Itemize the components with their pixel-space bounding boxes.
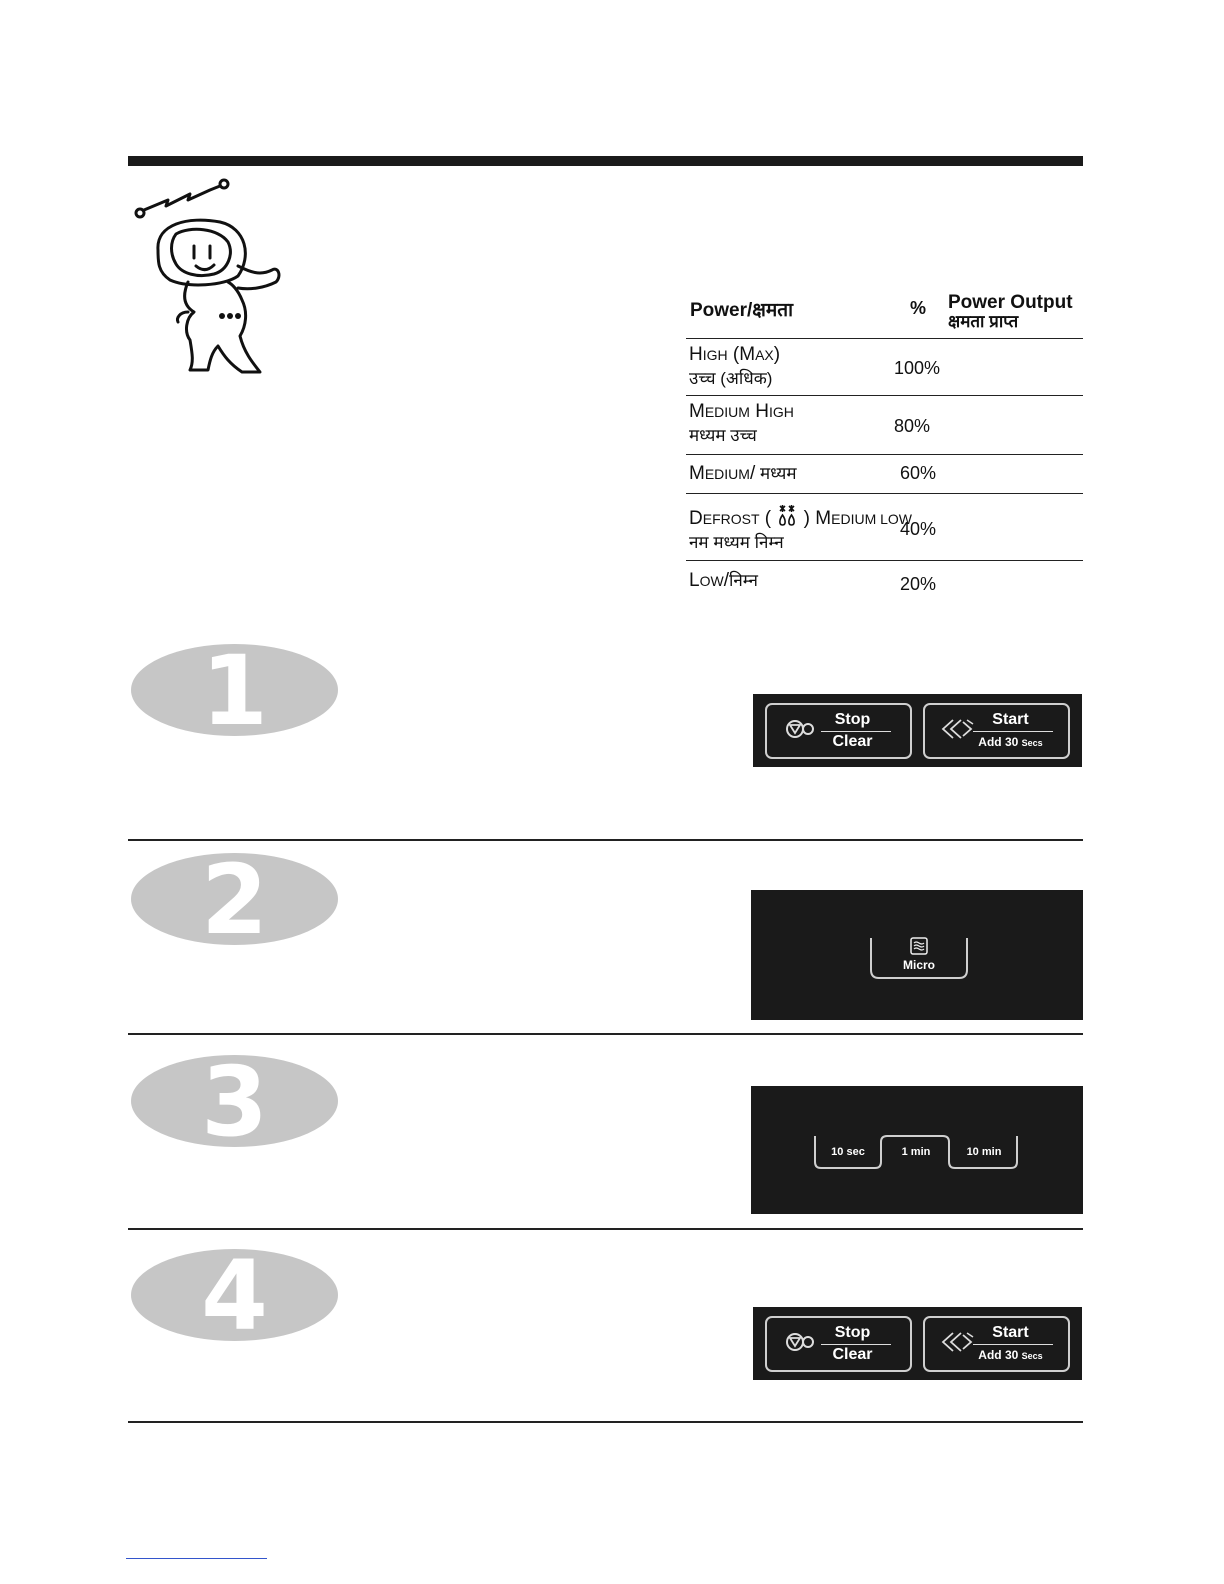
start-label: Start bbox=[992, 711, 1029, 728]
header-output-hi: क्षमता प्राप्त bbox=[948, 312, 1019, 331]
power-name-hindi: उच्च (अधिक) bbox=[689, 369, 773, 388]
clear-label: Clear bbox=[832, 733, 873, 750]
button-divider bbox=[973, 1344, 1053, 1345]
power-name-hindi: नम मध्यम निम्न bbox=[689, 533, 784, 552]
start-button[interactable] bbox=[923, 703, 1070, 759]
name-sc: EFROST bbox=[702, 511, 760, 527]
step-1-marker bbox=[131, 644, 338, 736]
header-output-en: Power Output bbox=[948, 292, 1073, 313]
power-row-medium-high bbox=[686, 396, 1083, 455]
name-cap: M bbox=[689, 463, 705, 484]
name-end: ) bbox=[773, 344, 781, 365]
add-unit: Secs bbox=[1021, 738, 1043, 748]
power-percent: 80% bbox=[894, 416, 931, 436]
control-panel-step-2 bbox=[751, 890, 1083, 1020]
name-cap: M bbox=[689, 401, 705, 422]
name-sc2: IGH bbox=[768, 404, 794, 420]
name-cap2: (M bbox=[727, 344, 756, 365]
defrost-icon bbox=[776, 504, 798, 528]
name-sc: IGH bbox=[702, 347, 728, 363]
name-end: ) M bbox=[798, 508, 832, 529]
step-4-number: 4 bbox=[201, 1249, 268, 1341]
stop-clear-button[interactable] bbox=[765, 1316, 912, 1372]
add-30-label bbox=[953, 735, 1068, 749]
name-cap: L bbox=[689, 570, 700, 591]
power-name bbox=[689, 462, 797, 486]
divider bbox=[128, 1228, 1083, 1230]
add-30-label bbox=[953, 1348, 1068, 1362]
power-table-header bbox=[686, 290, 1083, 339]
name-sc: OW bbox=[699, 573, 724, 589]
power-percent: 100% bbox=[894, 358, 941, 378]
time-10-sec-button[interactable]: 10 sec bbox=[831, 1146, 865, 1158]
clear-label: Clear bbox=[832, 1346, 873, 1363]
name-cap2: / bbox=[749, 463, 756, 484]
power-percent: 40% bbox=[900, 519, 937, 539]
stop-label: Stop bbox=[834, 711, 871, 728]
name-cap: D bbox=[689, 508, 703, 529]
name-sc: EDIUM bbox=[704, 404, 750, 420]
power-name bbox=[689, 343, 780, 391]
header-output bbox=[948, 293, 1073, 331]
microwave-icon bbox=[910, 937, 928, 955]
step-4-marker bbox=[131, 1249, 338, 1341]
name-sc: EDIUM bbox=[704, 466, 750, 482]
step-2-marker bbox=[131, 853, 338, 945]
control-panel-step-1 bbox=[753, 694, 1082, 767]
add-unit: Secs bbox=[1021, 1351, 1043, 1361]
divider bbox=[128, 1421, 1083, 1423]
header-percent: % bbox=[910, 298, 927, 318]
name-end: मध्यम bbox=[755, 464, 797, 483]
step-3-marker bbox=[131, 1055, 338, 1147]
step-1-number: 1 bbox=[201, 644, 268, 736]
header-bar bbox=[128, 156, 1083, 166]
add-text: Add 30 bbox=[978, 1348, 1019, 1362]
power-name bbox=[689, 400, 794, 448]
name-end: निम्न bbox=[728, 571, 758, 590]
divider bbox=[128, 1033, 1083, 1035]
stop-label: Stop bbox=[834, 1324, 871, 1341]
divider bbox=[128, 839, 1083, 841]
time-10-min-button[interactable]: 10 min bbox=[966, 1146, 1002, 1158]
micro-button[interactable] bbox=[871, 930, 967, 980]
micro-label: Micro bbox=[902, 958, 935, 972]
footer-rule bbox=[126, 1558, 267, 1559]
power-table bbox=[686, 290, 1083, 601]
control-panel-step-3 bbox=[751, 1086, 1083, 1214]
start-label: Start bbox=[992, 1324, 1029, 1341]
step-3-number: 3 bbox=[201, 1055, 268, 1147]
step-2-number: 2 bbox=[201, 853, 268, 945]
name-tail: EDIUM LOW bbox=[831, 511, 913, 527]
power-percent: 60% bbox=[900, 463, 937, 483]
header-power: Power/क्षमता bbox=[690, 300, 794, 321]
name-cap: H bbox=[689, 344, 703, 365]
power-percent: 20% bbox=[900, 574, 937, 594]
power-row-defrost bbox=[686, 494, 1083, 561]
power-name bbox=[689, 569, 758, 593]
mascot-illustration bbox=[128, 176, 298, 381]
name-cap2: / bbox=[723, 570, 729, 591]
power-row-low bbox=[686, 561, 1083, 601]
power-name bbox=[689, 504, 912, 555]
stop-clear-button[interactable] bbox=[765, 703, 912, 759]
name-cap2: ( bbox=[759, 508, 777, 529]
button-divider bbox=[973, 731, 1053, 732]
power-name-hindi: मध्यम उच्च bbox=[689, 426, 757, 445]
name-sc2: AX bbox=[755, 347, 774, 363]
power-row-high bbox=[686, 339, 1083, 396]
add-text: Add 30 bbox=[978, 735, 1019, 749]
power-row-medium bbox=[686, 455, 1083, 494]
button-divider bbox=[821, 1344, 891, 1345]
start-button[interactable] bbox=[923, 1316, 1070, 1372]
name-cap2: H bbox=[749, 401, 769, 422]
control-panel-step-4 bbox=[753, 1307, 1082, 1380]
time-1-min-button[interactable]: 1 min bbox=[901, 1146, 931, 1158]
button-divider bbox=[821, 731, 891, 732]
